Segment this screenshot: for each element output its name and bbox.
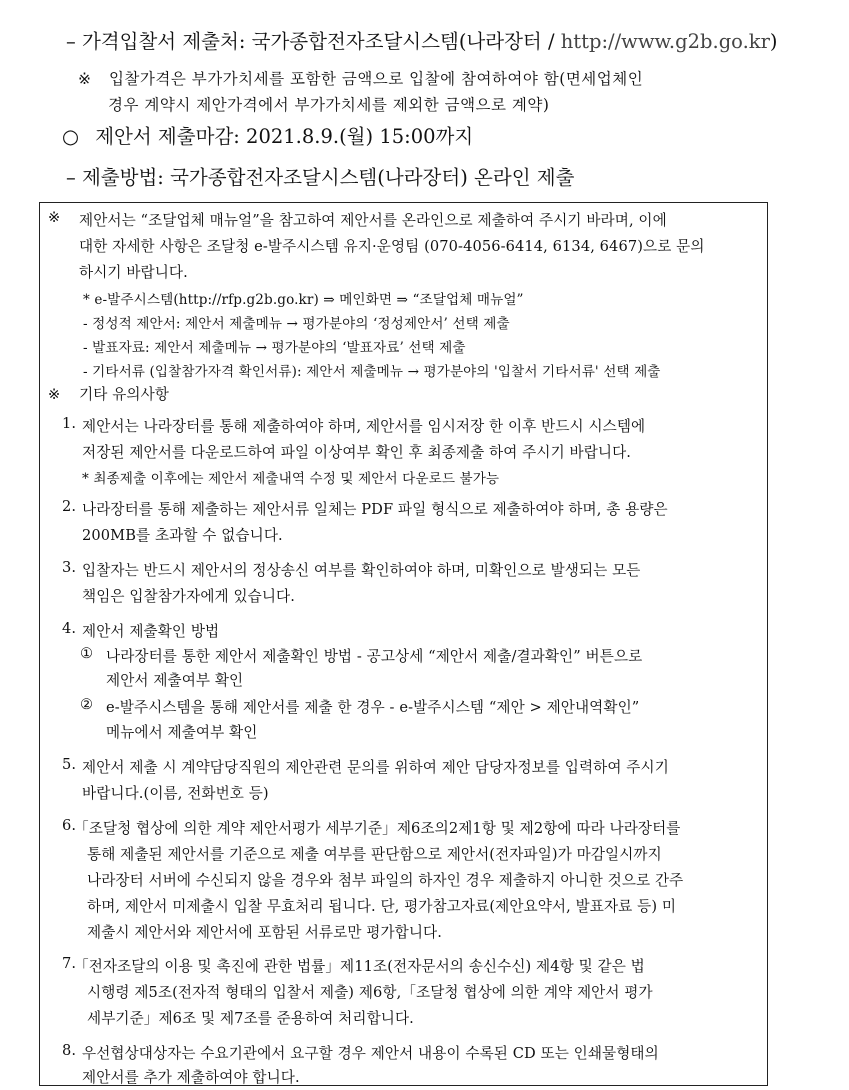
item-line: 200MB를 초과할 수 없습니다. xyxy=(82,527,283,544)
sub-line: 메뉴에서 제출여부 확인 xyxy=(106,724,258,741)
submission-method: – 제출방법: 국가종합전자조달시스템(나라장터) 온라인 제출 xyxy=(66,166,575,189)
item-line: 제안서는 나라장터를 통해 제출하여야 하며, 제안서를 임시저장 한 이후 반드시 시스템에 xyxy=(82,418,646,435)
item-line: 제안서 제출확인 방법 xyxy=(82,623,220,640)
item-number: 4. xyxy=(62,620,77,637)
item-number: 3. xyxy=(62,559,77,576)
item-line: 우선협상대상자는 수요기관에서 요구할 경우 제안서 내용이 수록된 CD 또는 인쇄물형태의 xyxy=(82,1045,659,1062)
vat-note-line1: 입찰가격은 부가가치세를 포함한 금액으로 입찰에 참여하여야 함(면세업체인 xyxy=(108,70,644,88)
item-note: * 최종제출 이후에는 제안서 제출내역 수정 및 제안서 다운로드 불가능 xyxy=(82,471,500,487)
item-line: 입찰자는 반드시 제안서의 정상송신 여부를 확인하여야 하며, 미확인으로 발생되는 모든 xyxy=(82,562,641,579)
note-mark: ※ xyxy=(78,70,92,88)
circled-one: ① xyxy=(80,645,94,662)
circled-two: ② xyxy=(80,696,94,713)
intro-line: 제안서는 “조달업체 매뉴얼”을 참고하여 제안서를 온라인으로 제출하여 주시기 바라며, 이에 xyxy=(79,212,667,229)
item-line: 바랍니다.(이름, 전화번호 등) xyxy=(82,785,269,802)
sub-line: 제안서 제출여부 확인 xyxy=(106,672,244,689)
item-number: 7. xyxy=(62,955,77,972)
intro-line: 대한 자세한 사항은 조달청 e-발주시스템 유지·운영팀 (070-4056-6414, 6134, 6467)으로 문의 xyxy=(79,238,705,255)
item-line: 제안서를 추가 제출하여야 합니다. xyxy=(82,1069,300,1086)
intro-line: 하시기 바랍니다. xyxy=(79,264,188,281)
item-number: 6. xyxy=(62,817,77,834)
other-notes-heading: ※ 기타 유의사항 xyxy=(48,386,170,403)
item-line: 세부기준」제6조 및 제7조를 준용하여 처리합니다. xyxy=(87,1010,414,1027)
sub-item-other-docs: - 기타서류 (입찰참가자격 확인서류): 제안서 제출메뉴 → 평가분야의 '입찰서 기타서류' 선택 제출 xyxy=(83,364,661,380)
item-number: 5. xyxy=(62,756,77,773)
item-line: 나라장터를 통해 제출하는 제안서류 일체는 PDF 파일 형식으로 제출하여야 하며, 총 용량은 xyxy=(82,501,668,518)
submission-destination: – 가격입찰서 제출처: 국가종합전자조달시스템(나라장터 / http://www.g2b.go.kr) xyxy=(66,30,778,53)
circle-bullet: ○ xyxy=(62,125,80,148)
item-number: 8. xyxy=(62,1042,77,1059)
sub-line: 나라장터를 통한 제안서 제출확인 방법 - 공고상세 “제안서 제출/결과확인” 버튼으로 xyxy=(106,648,643,665)
vat-note-line2: 경우 계약시 제안가격에서 부가가치세를 제외한 금액으로 계약) xyxy=(108,96,550,114)
submission-deadline: ○ 제안서 제출마감: 2021.8.9.(월) 15:00까지 xyxy=(62,125,474,148)
intro-mark: ※ xyxy=(48,209,61,226)
sub-item-qualitative: - 정성적 제안서: 제안서 제출메뉴 → 평가분야의 ‘정성제안서’ 선택 제출 xyxy=(83,316,510,332)
item-line: 「조달청 협상에 의한 계약 제안서평가 세부기준」제6조의2제1항 및 제2항에 따라 나라장터를 xyxy=(74,820,681,837)
sub-line: e-발주시스템을 통해 제안서를 제출 한 경우 - e-발주시스템 “제안 > 제안내역확인” xyxy=(106,699,640,716)
item-line: 제출시 제안서와 제안서에 포함된 서류로만 평가합니다. xyxy=(87,924,442,941)
item-line: 시행령 제5조(전자적 형태의 입찰서 제출) 제6항,「조달청 협상에 의한 계약 제안서 평가 xyxy=(87,984,653,1001)
item-line: 책임은 입찰참가자에게 있습니다. xyxy=(82,588,295,605)
item-number: 1. xyxy=(62,415,77,432)
sub-item-manual: * e-발주시스템(http://rfp.g2b.go.kr) ⇒ 메인화면 ⇒ “조달업체 매뉴얼” xyxy=(83,292,524,308)
item-line: 나라장터 서버에 수신되지 않을 경우와 첨부 파일의 하자인 경우 제출하지 아니한 것으로 간주 xyxy=(87,872,684,889)
item-line: 저장된 제안서를 다운로드하여 파일 이상여부 확인 후 최종제출 하여 주시기 바랍니다. xyxy=(82,444,632,461)
notice-box xyxy=(39,202,768,1086)
item-line: 하며, 제안서 미제출시 입찰 무효처리 됩니다. 단, 평가참고자료(제안요약서, 발표자료 등) 미 xyxy=(87,898,677,915)
vat-note xyxy=(78,67,643,89)
item-number: 2. xyxy=(62,498,77,515)
sub-item-presentation: - 발표자료: 제안서 제출메뉴 → 평가분야의 ‘발표자료’ 선택 제출 xyxy=(83,340,466,356)
item-line: 제안서 제출 시 계약담당직원의 제안관련 문의를 위하여 제안 담당자정보를 입력하여 주시기 xyxy=(82,759,669,776)
item-line: 「전자조달의 이용 및 촉진에 관한 법률」제11조(전자문서의 송신수신) 제4항 및 같은 법 xyxy=(74,958,645,975)
g2b-link[interactable]: http://www.g2b.go.kr xyxy=(560,30,770,53)
item-line: 통해 제출된 제안서를 기준으로 제출 여부를 판단함으로 제안서(전자파일)가 마감일시까지 xyxy=(87,846,662,863)
